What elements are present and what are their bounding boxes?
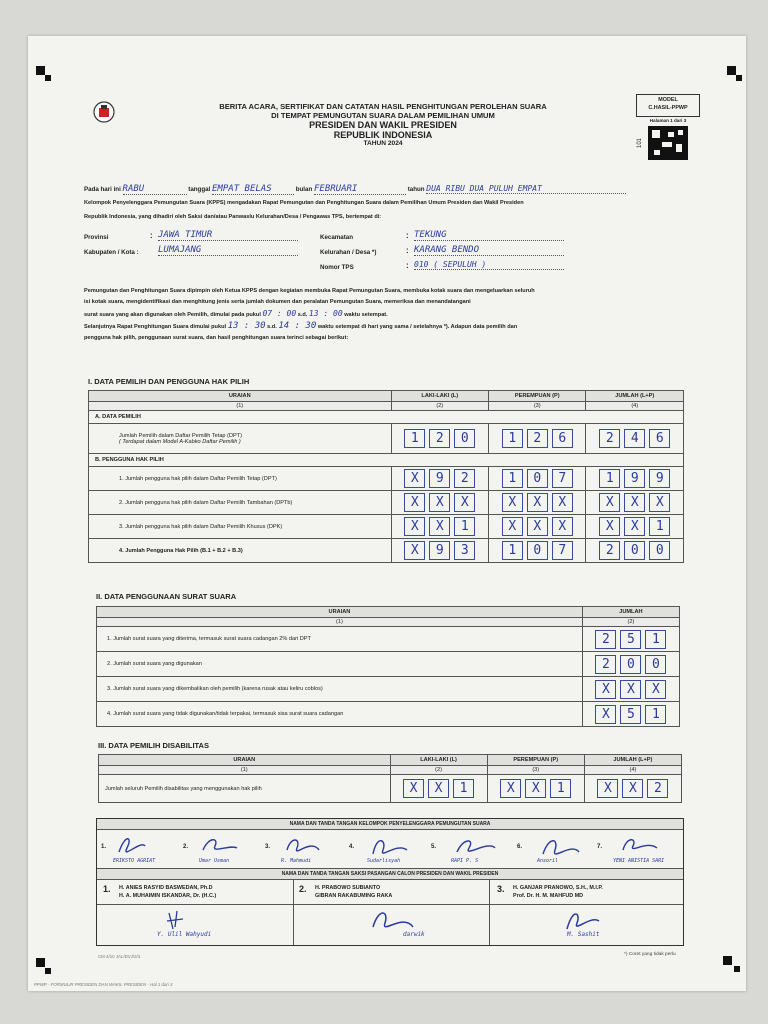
- section1-title: I. DATA PEMILIH DAN PENGGUNA HAK PILIH: [88, 377, 250, 386]
- b-row-jumlah: [586, 467, 684, 491]
- digit-cell: 6: [649, 429, 670, 448]
- row-dpt-line1: Jumlah Pemilih dalam Daftar Pemilih Tetap (DPT): [119, 432, 243, 439]
- digit-cell: 9: [429, 469, 450, 488]
- col-perempuan: PEREMPUAN (P): [489, 391, 586, 402]
- row-dpt-line2: ( Terdapat dalam Model A-Kabko Daftar Pemilih ): [119, 438, 241, 445]
- digit-cell: X: [454, 493, 475, 512]
- para-line3a: surat suara yang akan digunakan oleh Pemilih, dimulai pada pukul: [84, 312, 261, 318]
- ss-row-cells: [582, 627, 679, 652]
- model-box: [636, 94, 700, 117]
- digit-cell: 2: [595, 630, 616, 649]
- kpps-name: Sudarlisyah: [367, 858, 401, 864]
- digit-cell: 0: [649, 541, 670, 560]
- kelurahan-value: KARANG BENDO: [414, 245, 564, 256]
- col-laki-laki: LAKI-LAKI (L): [390, 755, 487, 766]
- digit-cell: X: [404, 541, 425, 560]
- para-line3b: waktu setempat.: [344, 312, 388, 318]
- qr-code-icon: [648, 126, 688, 160]
- dis-laki-cells: [390, 775, 487, 803]
- section-b-title: B. PENGGUNA HAK PILIH: [89, 454, 684, 467]
- paslon-2: [315, 884, 392, 900]
- digit-cell: 5: [620, 630, 641, 649]
- digit-cell: X: [624, 493, 645, 512]
- kpps-num: 1.: [101, 844, 107, 850]
- paslon-line: H. GANJAR PRANOWO, S.H., M.I.P.: [513, 885, 603, 891]
- col-perempuan: PEREMPUAN (P): [487, 755, 584, 766]
- ss-row-label: 1. Jumlah surat suara yang diterima, termasuk surat suara cadangan 2% dari DPT: [97, 627, 583, 652]
- ss-row-label: 2. Jumlah surat suara yang digunakan: [97, 652, 583, 677]
- digit-cell: X: [599, 493, 620, 512]
- kpps-name: Ansoril: [537, 858, 559, 864]
- digit-cell: 1: [454, 517, 475, 536]
- saksi-sign-name: darwik: [403, 931, 425, 938]
- kecamatan-label: Kecamatan: [320, 234, 354, 241]
- b-row-label: 1. Jumlah pengguna hak pilih dalam Daftar Pemilih Tetap (DPT): [89, 467, 392, 491]
- digit-cell: X: [595, 680, 616, 699]
- section1-table: [88, 390, 684, 563]
- kpu-logo-icon: [92, 100, 116, 124]
- hari-value: RABU: [123, 184, 187, 195]
- digit-cell: 1: [550, 779, 571, 798]
- sd-label-2: s.d.: [267, 324, 277, 330]
- corner-marker: [36, 958, 45, 967]
- dis-jumlah-cells: [584, 775, 681, 803]
- digit-cell: X: [525, 779, 546, 798]
- digit-cell: 2: [429, 429, 450, 448]
- kpps-row: [97, 830, 683, 869]
- digit-cell: X: [622, 779, 643, 798]
- digit-cell: 0: [527, 469, 548, 488]
- digit-cell: X: [403, 779, 424, 798]
- kpps-num: 5.: [431, 844, 437, 850]
- para-line2: isi kotak suara, mengidentifikasi dan menghitung jenis serta jumlah dokumen dan peralatan Pemungutan Suara, memeriksa dan menandatangani: [84, 299, 471, 305]
- footer-bottom: PPWP - FORMULIR PRESIDEN DAN WAKIL PRESIDEN - Hal 1 dari 3: [34, 982, 173, 987]
- procedure-paragraph: [84, 286, 724, 344]
- digit-cell: X: [527, 493, 548, 512]
- provinsi-value: JAWA TIMUR: [158, 230, 298, 241]
- digit-cell: X: [429, 517, 450, 536]
- ss-row-label: 3. Jumlah surat suara yang dikembalikan oleh pemilih (karena rusak atau keliru coblos): [97, 677, 583, 702]
- bulan-label: bulan: [295, 186, 313, 193]
- digit-cell: X: [404, 493, 425, 512]
- col-jumlah: JUMLAH (L+P): [586, 391, 684, 402]
- saksi-num: 1.: [103, 884, 111, 894]
- digit-cell: X: [599, 517, 620, 536]
- digit-cell: 1: [404, 429, 425, 448]
- title-line4: REPUBLIK INDONESIA: [333, 130, 433, 140]
- section3-title: III. DATA PEMILIH DISABILITAS: [98, 741, 209, 750]
- para-line1: Pemungutan dan Penghitungan Suara dipimpin oleh Ketua KPPS dengan kegiatan membuka Rapat Pemungutan Suara, membuka kotak suara dan mengeluarkan seluruh: [84, 288, 535, 294]
- digit-cell: 0: [645, 655, 666, 674]
- kpps-num: 7.: [597, 844, 603, 850]
- digit-cell: X: [649, 493, 670, 512]
- kpps-name: RAPI P. S: [451, 858, 479, 864]
- ss-row-cells: [582, 702, 679, 727]
- b-row-laki: [391, 539, 488, 563]
- b-row-label: 3. Jumlah pengguna hak pilih dalam Daftar Pemilih Khusus (DPK): [89, 515, 392, 539]
- b-row-jumlah: [586, 539, 684, 563]
- col-num: (1): [97, 618, 583, 627]
- tps-value: 010 ( SEPULUH ): [414, 260, 564, 270]
- col-laki-laki: LAKI-LAKI (L): [391, 391, 488, 402]
- digit-cell: 0: [527, 541, 548, 560]
- col-uraian: URAIAN: [99, 755, 391, 766]
- disabilitas-label: Jumlah seluruh Pemilih disabilitas yang menggunakan hak pilih: [99, 775, 391, 803]
- b-row-laki: [391, 515, 488, 539]
- dpt-jumlah-cells: [586, 424, 684, 454]
- kpps-num: 6.: [517, 844, 523, 850]
- ss-row-label: 4. Jumlah surat suara yang tidak digunakan/tidak terpakai, termasuk sisa surat suara cadangan: [97, 702, 583, 727]
- start-time-1: 07 : 00: [262, 309, 297, 318]
- b-row-jumlah: [586, 491, 684, 515]
- kpps-name: R. Mahmudi: [281, 858, 312, 864]
- section2-table: [96, 606, 680, 727]
- kpps-num: 4.: [349, 844, 355, 850]
- digit-cell: 1: [645, 630, 666, 649]
- digit-cell: 0: [454, 429, 475, 448]
- sd-label-1: s.d.: [297, 312, 308, 318]
- saksi-num: 3.: [497, 884, 505, 894]
- kpps-signatures-icon: [97, 830, 683, 860]
- digit-cell: 2: [599, 541, 620, 560]
- section3-table: [98, 754, 682, 803]
- corner-marker: [727, 66, 736, 75]
- b-row-laki: [391, 467, 488, 491]
- col-uraian: URAIAN: [89, 391, 392, 402]
- tahun-label: tahun: [407, 186, 425, 193]
- b-row-laki: [391, 491, 488, 515]
- side-number: 101: [637, 137, 644, 149]
- footer-note: *) Coret yang tidak perlu: [624, 952, 676, 957]
- model-code: C.HASIL-PPWP: [648, 105, 688, 111]
- paslon-line: H. ANIES RASYID BASWEDAN, Ph.D: [119, 885, 213, 891]
- col-jumlah: JUMLAH (L+P): [584, 755, 681, 766]
- digit-cell: X: [552, 493, 573, 512]
- digit-cell: 3: [454, 541, 475, 560]
- corner-marker: [45, 75, 51, 81]
- digit-cell: 2: [454, 469, 475, 488]
- digit-cell: X: [620, 680, 641, 699]
- tps-label: Nomor TPS: [320, 264, 354, 271]
- page-label: Halaman 1 dari 3: [649, 118, 687, 123]
- section2-title: II. DATA PENGGUNAAN SURAT SUARA: [96, 592, 237, 601]
- intro-line1: [84, 184, 696, 195]
- para-line4a: Selanjutnya Rapat Penghitungan Suara dimulai pukul: [84, 324, 227, 330]
- dpt-laki-cells: [391, 424, 488, 454]
- form-title: [148, 102, 618, 147]
- saksi-header: NAMA DAN TANDA TANGAN SAKSI PASANGAN CALON PRESIDEN DAN WAKIL PRESIDEN: [97, 869, 683, 880]
- digit-cell: X: [552, 517, 573, 536]
- form-sheet: BERITA ACARA, SERTIFIKAT DAN CATATAN HASIL PENGHITUNGAN PEROLEHAN SUARA DI TEMPAT PEMUNGUTAN SUARA DALAM PEMILIHAN UMUM PRESIDEN DAN WAKIL PRESIDEN REPUBLIK INDONESIA TAHUN 2024 MODEL C.HASIL-PPWP Halaman 1 dari 3 101 Pada hari ini RABU tanggal EMPAT BELAS bulan FEBRUARI tahun DUA RIBU DUA PULUH EMPAT Kelompok Penyelenggara Pemungutan Suara (KPPS) mengadakan Rapat Pemungutan dan Penghitungan Suara dalam Pemilihan Umum Presiden dan Wakil Presiden Republik Indonesia, yang dihadiri oleh Saksi dan/atau Panwaslu Kelurahan/Desa / Pengawas TPS, bertempat di: Provinsi : JAWA TIMUR Kabupaten / Kota : LUMAJANG Kecamatan : TEKUNG Kelurahan / Desa *) : KARANG BENDO Nomor TPS : 010 ( SEPULUH ) Pemungutan dan Penghitungan Suara dipimpin oleh Ketua KPPS dengan kegiatan membuka Rapat Pemungutan Suara, membuka kotak suara dan mengeluarkan seluruh isi kotak suara, mengidentifikasi dan menghitung jenis serta jumlah dokumen dan peralatan Pemungutan Suara, memeriksa dan menandatangani surat suara yang akan digunakan oleh Pemilih, dimulai pada pukul 07 : 00 s.d. 13 : 00 waktu setempat. Selanjutnya Rapat Penghitungan Suara dimulai pukul 13 : 30 s.d. 14 : 30 waktu setempat di hari yang sama / setelahnya *). Adapun data pemilih dan pengguna hak pilih, penggunaan surat suara, dan hasil penghitungan suara terinci sebagai berikut: I. DATA PEMILIH DAN PENGGUNA HAK PILIH URAIAN LAKI-LAKI (L) PEREMPUAN (P) JUMLAH (L+P) (1) (2) (3) (4) A. DATA PEMILIH Jumlah Pemilih dalam Daftar Pemilih Tetap (DPT) ( Terdapat dalam Model A-Kabko Daftar Pemilih ) 1 2 0 1 2 6 2 4 6 B. PENGGUNA HAK PILIH 1. Jumlah pengguna hak pilih dalam Daftar Pemilih Tetap (DPT) X 9 2 1 0 7 1 9 9 2. Jumlah pengguna hak pilih dalam Daftar Pemilih Tambahan (DPTb) X X X X X X X X X 3. Jumlah pengguna hak pilih dalam Daftar Pemilih Khusus (DPK) X X 1 X X X X X 1 4. Jumlah Pengguna Hak Pilih (B.1 + B.2 + B.3) X 9 3 1 0 7 2 0 0 II. DATA PENGGUNAAN SURAT SUARA URAIAN JUMLAH (1) (2) 1. Jumlah surat suara yang diterima, termasuk surat suara cadangan 2% dari DPT 2 5 1 2. Jumlah surat suara yang digunakan 2 0 0 3. Jumlah surat suara yang dikembalikan oleh pemilih (karena rusak atau keliru coblos) X X X 4. Jumlah surat suara yang tidak digunakan/tidak terpakai, termasuk sisa surat suara cadangan X 5 1 III. DATA PEMILIH DISABILITAS URAIAN LAKI-LAKI (L) PEREMPUAN (P) JUMLAH (L+P) (1) (2) (3) (4) Jumlah seluruh Pemilih disabilitas yang menggunakan hak pilih X X 1 X X 1 X X 2 NAMA DAN TANDA TANGAN KELOMPOK PENYELENGGARA PEMUNGUTAN SUARA 1. ERIKSTO AGRIAT 2. Umar Usman 3. R. Mahmudi 4. Sudarlisyah 5. RAPI P. S 6. Ansoril 7. YENI ANISTIA SARI NAMA DAN TANDA TANGAN SAKSI PASANGAN CALON PRESIDEN DAN WAKIL PRESIDEN 1. H. ANIES RASYID BASWEDAN, Ph.D H. A. MUHAIMIN ISKANDAR, Dr. (H.C.) 2. H. PRABOWO SUBIANTO GIBRAN RAKABUMING RAKA 3. H. GANJAR PRANOWO, S.H., M.I.P. Prof. Dr. H. M. MAHFUD MD Y. Ulil Wahyudi darwik M. Sashit CM 4/10 JAL/DVJ/2/4 *) Coret yang tidak perlu PPWP - FORMULIR PRESIDEN DAN WAKIL PRESIDEN - Hal 1 dari 3: [28, 36, 746, 991]
- ss-row-cells: [582, 652, 679, 677]
- paslon-1: [119, 884, 216, 900]
- col-jumlah: JUMLAH: [582, 607, 679, 618]
- digit-cell: 5: [620, 705, 641, 724]
- digit-cell: X: [404, 469, 425, 488]
- signature-block: [96, 818, 684, 946]
- corner-marker: [734, 966, 740, 972]
- digit-cell: X: [428, 779, 449, 798]
- digit-cell: 9: [624, 469, 645, 488]
- digit-cell: 7: [552, 469, 573, 488]
- end-time-1: 13 : 00: [308, 309, 343, 318]
- saksi-names-row: [97, 880, 683, 905]
- digit-cell: 2: [527, 429, 548, 448]
- digit-cell: X: [624, 517, 645, 536]
- tanggal-value: EMPAT BELAS: [212, 184, 294, 195]
- col-num: (1): [89, 402, 392, 411]
- digit-cell: 0: [620, 655, 641, 674]
- corner-marker: [45, 968, 51, 974]
- title-line2: DI TEMPAT PEMUNGUTAN SUARA DALAM PEMILIHAN UMUM: [271, 111, 495, 120]
- tanggal-label: tanggal: [188, 186, 211, 193]
- corner-marker: [723, 956, 732, 965]
- saksi-sign-name: M. Sashit: [567, 931, 600, 938]
- start-time-2: 13 : 30: [227, 321, 266, 331]
- b-row-jumlah: [586, 515, 684, 539]
- kpps-header: NAMA DAN TANDA TANGAN KELOMPOK PENYELENGGARA PEMUNGUTAN SUARA: [97, 819, 683, 830]
- model-label: MODEL: [658, 97, 678, 103]
- col-num: (4): [584, 766, 681, 775]
- b-row-perempuan: [489, 515, 586, 539]
- pada-hari-ini-label: Pada hari ini: [84, 186, 121, 193]
- col-uraian: URAIAN: [97, 607, 583, 618]
- digit-cell: X: [595, 705, 616, 724]
- para-line4b: waktu setempat di hari yang sama / setelahnya *). Adapun data pemilih dan: [317, 324, 518, 330]
- digit-cell: X: [527, 517, 548, 536]
- section-a-title: A. DATA PEMILIH: [89, 411, 684, 424]
- digit-cell: X: [645, 680, 666, 699]
- corner-marker: [36, 66, 45, 75]
- saksi-sign-name: Y. Ulil Wahyudi: [157, 931, 212, 938]
- digit-cell: 9: [649, 469, 670, 488]
- kpps-name: ERIKSTO AGRIAT: [113, 858, 156, 864]
- digit-cell: 1: [649, 517, 670, 536]
- paslon-line: GIBRAN RAKABUMING RAKA: [315, 893, 393, 899]
- digit-cell: 1: [502, 469, 523, 488]
- col-num: (4): [586, 402, 684, 411]
- digit-cell: 1: [599, 469, 620, 488]
- saksi-num: 2.: [299, 884, 307, 894]
- col-num: (3): [489, 402, 586, 411]
- col-num: (3): [487, 766, 584, 775]
- kpps-num: 3.: [265, 844, 271, 850]
- digit-cell: 1: [645, 705, 666, 724]
- b-row-perempuan: [489, 491, 586, 515]
- digit-cell: 2: [595, 655, 616, 674]
- b-row-label: 4. Jumlah Pengguna Hak Pilih (B.1 + B.2 + B.3): [89, 539, 392, 563]
- saksi-signatures-icon: [97, 905, 683, 933]
- footer-code: CM 4/10 JAL/DVJ/2/4: [98, 954, 141, 959]
- title-line5: TAHUN 2024: [363, 140, 403, 147]
- intro-line3: Republik Indonesia, yang dihadiri oleh Saksi dan/atau Panwaslu Kelurahan/Desa / Pengawas TPS, bertempat di:: [84, 214, 382, 220]
- digit-cell: X: [502, 517, 523, 536]
- intro-line2: Kelompok Penyelenggara Pemungutan Suara (KPPS) mengadakan Rapat Pemungutan dan Penghitungan Suara dalam Pemilihan Umum Presiden dan Wakil Presiden: [84, 200, 524, 206]
- b-row-perempuan: [489, 539, 586, 563]
- digit-cell: 6: [552, 429, 573, 448]
- paslon-line: H. PRABOWO SUBIANTO: [315, 885, 381, 891]
- kpps-name: YENI ANISTIA SARI: [613, 858, 665, 864]
- digit-cell: X: [597, 779, 618, 798]
- dpt-perempuan-cells: [489, 424, 586, 454]
- digit-cell: X: [500, 779, 521, 798]
- col-num: (2): [390, 766, 487, 775]
- col-num: (2): [582, 618, 679, 627]
- ss-row-cells: [582, 677, 679, 702]
- digit-cell: X: [502, 493, 523, 512]
- digit-cell: 1: [502, 429, 523, 448]
- col-num: (2): [391, 402, 488, 411]
- paslon-line: Prof. Dr. H. M. MAHFUD MD: [513, 893, 584, 899]
- paslon-3: [513, 884, 603, 900]
- digit-cell: X: [429, 493, 450, 512]
- kecamatan-value: TEKUNG: [414, 230, 564, 241]
- para-line5: pengguna hak pilih, penggunaan surat suara, dan hasil penghitungan suara terinci sebagai berikut:: [84, 335, 349, 341]
- row-dpt-label: [89, 424, 392, 454]
- provinsi-label: Provinsi: [84, 234, 109, 241]
- title-line1: BERITA ACARA, SERTIFIKAT DAN CATATAN HASIL PENGHITUNGAN PEROLEHAN SUARA: [219, 102, 547, 111]
- corner-marker: [736, 75, 742, 81]
- col-num: (1): [99, 766, 391, 775]
- digit-cell: 7: [552, 541, 573, 560]
- bulan-value: FEBRUARI: [314, 184, 406, 195]
- b-row-label: 2. Jumlah pengguna hak pilih dalam Daftar Pemilih Tambahan (DPTb): [89, 491, 392, 515]
- kabupaten-value: LUMAJANG: [158, 245, 298, 256]
- b-row-perempuan: [489, 467, 586, 491]
- paslon-line: H. A. MUHAIMIN ISKANDAR, Dr. (H.C.): [119, 893, 217, 899]
- end-time-2: 14 : 30: [278, 321, 317, 331]
- digit-cell: 1: [502, 541, 523, 560]
- dis-perempuan-cells: [487, 775, 584, 803]
- kpps-num: 2.: [183, 844, 189, 850]
- kpps-name: Umar Usman: [199, 858, 230, 864]
- digit-cell: 0: [624, 541, 645, 560]
- digit-cell: X: [404, 517, 425, 536]
- digit-cell: 2: [599, 429, 620, 448]
- kabupaten-label: Kabupaten / Kota :: [84, 249, 139, 256]
- digit-cell: 1: [453, 779, 474, 798]
- digit-cell: 4: [624, 429, 645, 448]
- digit-cell: 2: [647, 779, 668, 798]
- saksi-signatures-row: [97, 905, 683, 945]
- tahun-value: DUA RIBU DUA PULUH EMPAT: [426, 184, 626, 194]
- kelurahan-label: Kelurahan / Desa *): [320, 249, 377, 256]
- title-line3: PRESIDEN DAN WAKIL PRESIDEN: [309, 120, 457, 130]
- digit-cell: 9: [429, 541, 450, 560]
